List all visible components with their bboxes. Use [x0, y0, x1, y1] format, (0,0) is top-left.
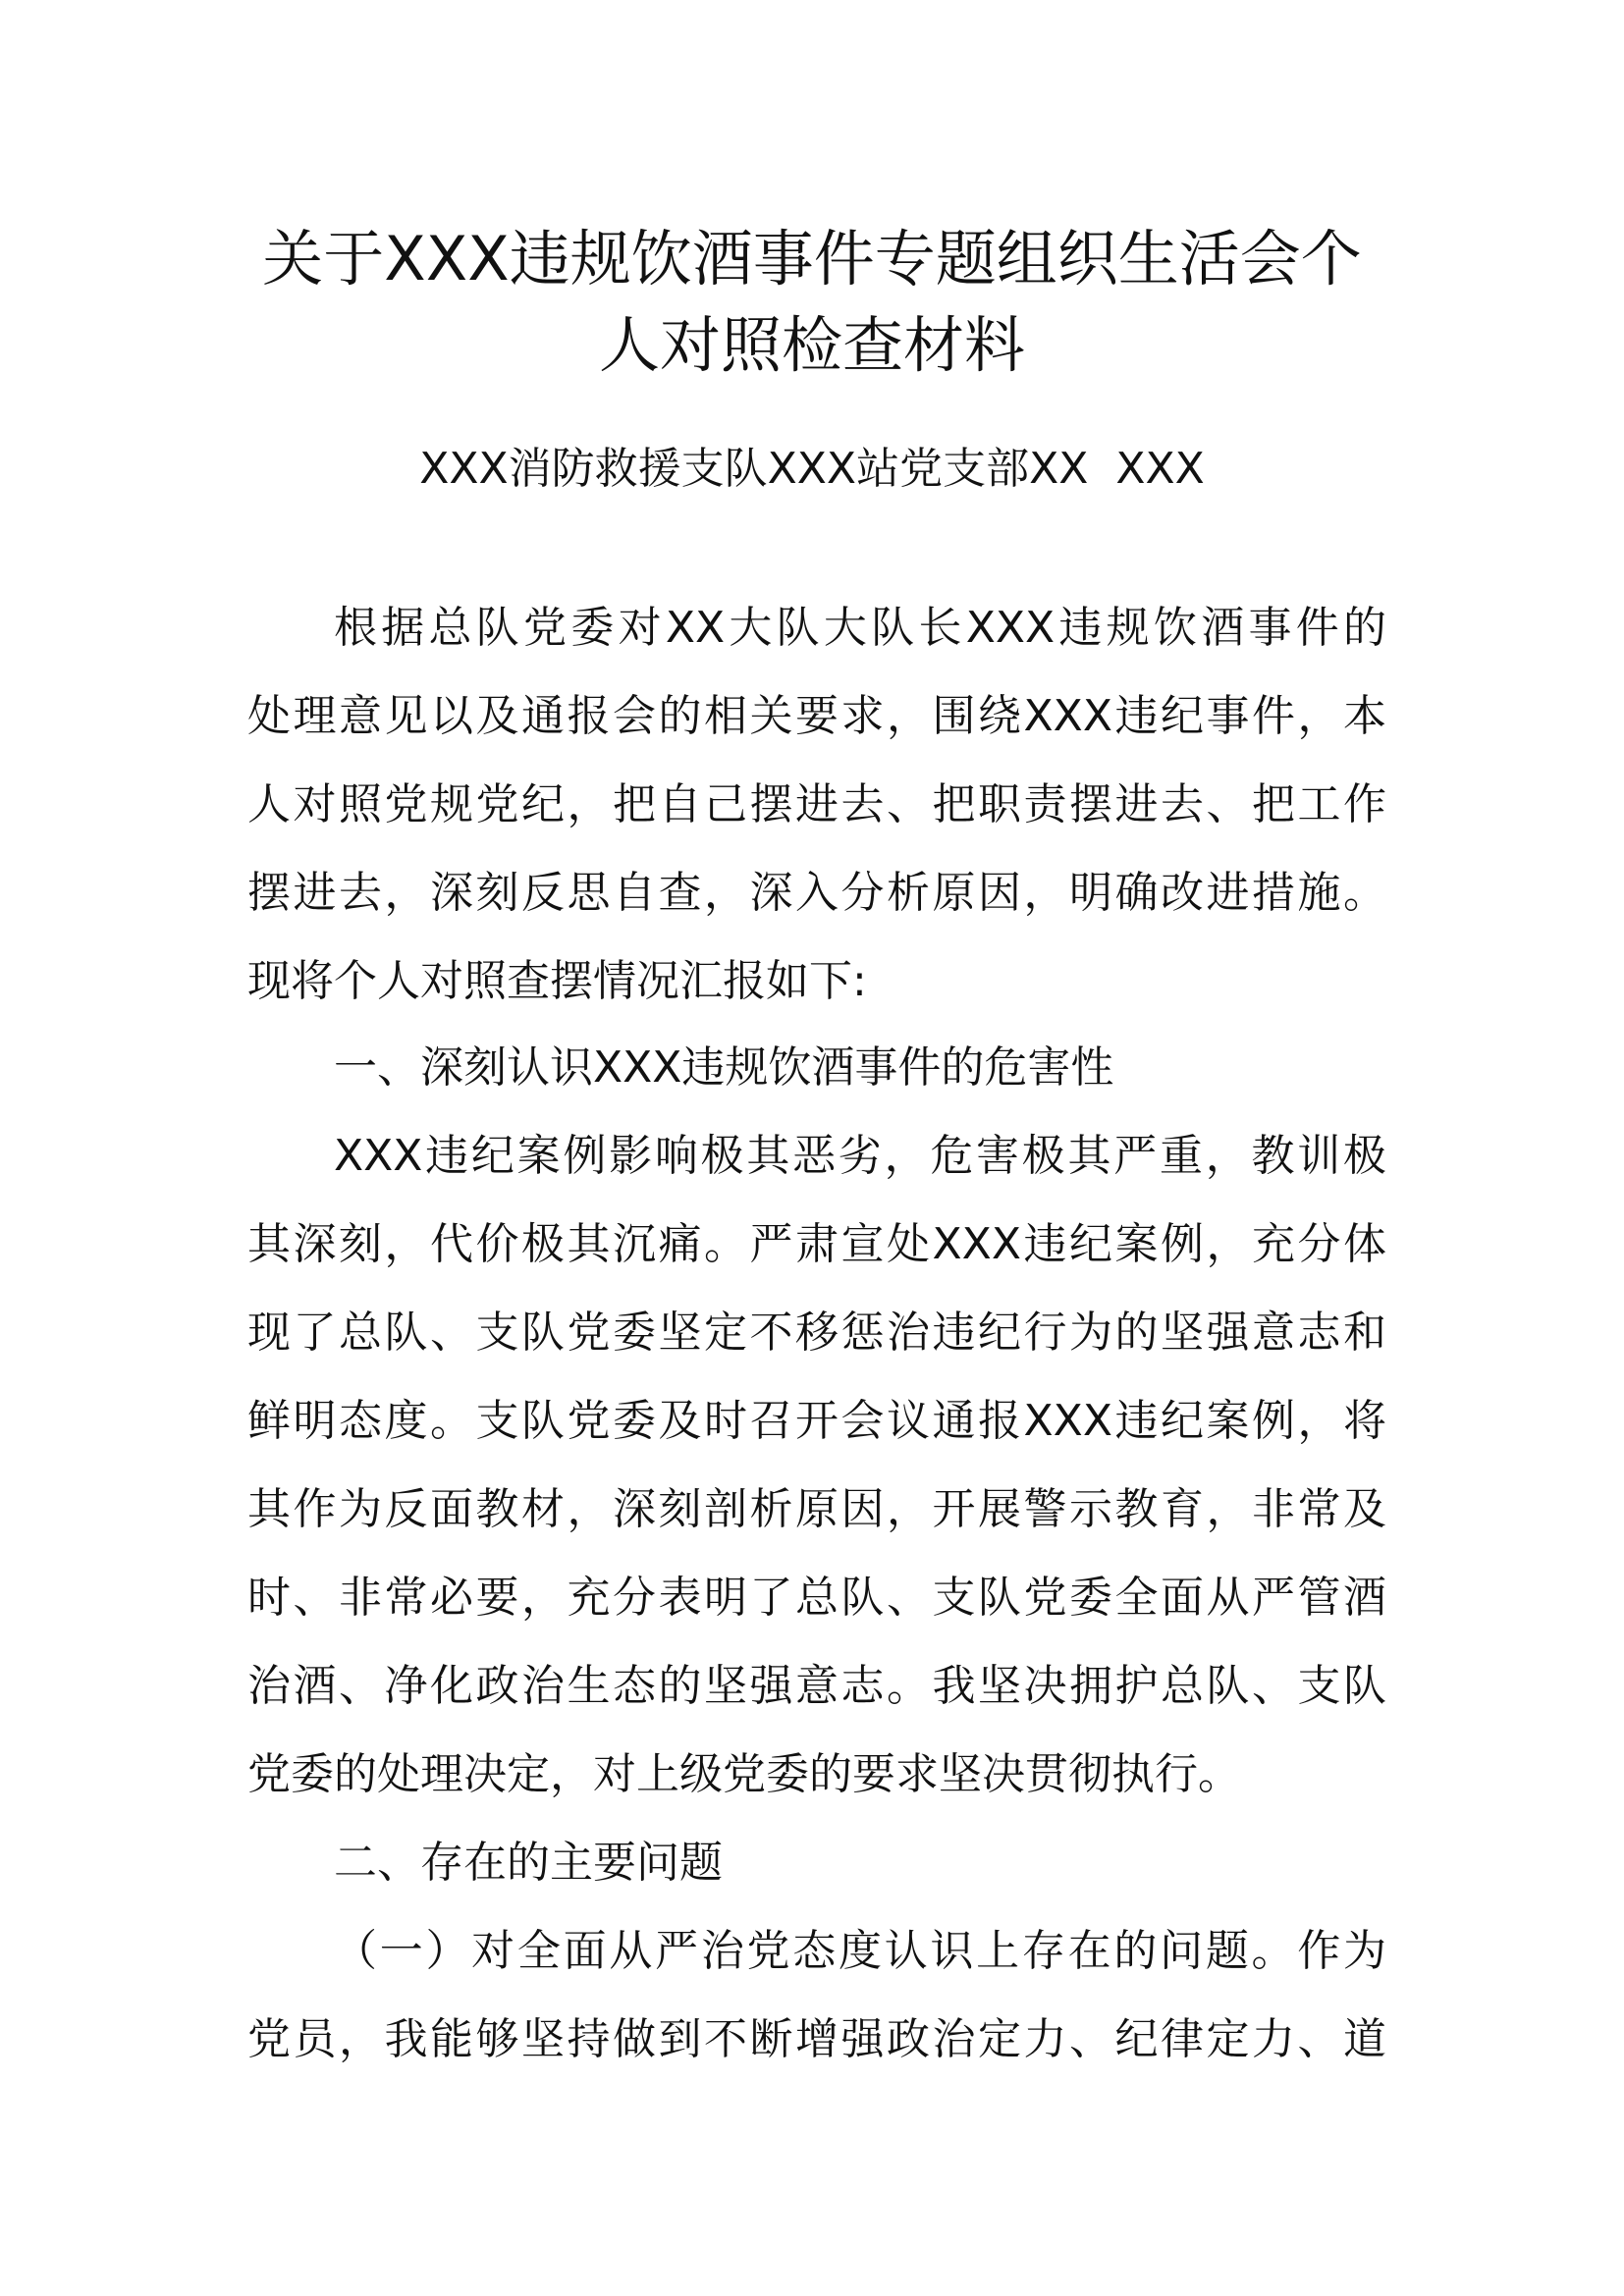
body-line: 时、非常必要，充分表明了总队、支队党委全面从严管酒: [247, 1573, 1386, 1623]
body-line: XXX违纪案例影响极其恶劣，危害极其严重，教训极: [334, 1131, 1386, 1181]
body-line: 现了总队、支队党委坚定不移惩治违纪行为的坚强意志和: [247, 1308, 1386, 1358]
document-title-line-2: 人对照检查材料: [598, 309, 1025, 381]
body-line: 人对照党规党纪，把自己摆进去、把职责摆进去、把工作: [247, 779, 1386, 829]
author-affiliation: XXX消防救援支队XXX站党支部XX XXX: [419, 444, 1205, 494]
section-heading-1: 一、深刻认识XXX违规饮酒事件的危害性: [334, 1042, 1114, 1093]
body-line: 党员，我能够坚持做到不断增强政治定力、纪律定力、道: [247, 2014, 1386, 2064]
body-line: （一）对全面从严治党态度认识上存在的问题。作为: [334, 1926, 1386, 1976]
body-line: 鲜明态度。支队党委及时召开会议通报XXX违纪案例，将: [247, 1396, 1386, 1446]
body-line: 处理意见以及通报会的相关要求，围绕XXX违纪事件，本: [247, 691, 1386, 741]
body-line: 摆进去，深刻反思自查，深入分析原因，明确改进措施。: [247, 868, 1386, 918]
body-line: 其作为反面教材，深刻剖析原因，开展警示教育，非常及: [247, 1484, 1386, 1534]
body-line: 党委的处理决定，对上级党委的要求坚决贯彻执行。: [247, 1749, 1241, 1799]
section-heading-2: 二、存在的主要问题: [334, 1838, 723, 1888]
body-line: 现将个人对照查摆情况汇报如下:: [247, 956, 867, 1006]
body-line: 治酒、净化政治生态的坚强意志。我坚决拥护总队、支队: [247, 1661, 1386, 1711]
body-line: 根据总队党委对XX大队大队长XXX违规饮酒事件的: [334, 603, 1386, 653]
document-title-line-1: 关于XXX违规饮酒事件专题组织生活会个: [262, 223, 1362, 294]
body-line: 其深刻，代价极其沉痛。严肃宣处XXX违纪案例，充分体: [247, 1219, 1386, 1269]
